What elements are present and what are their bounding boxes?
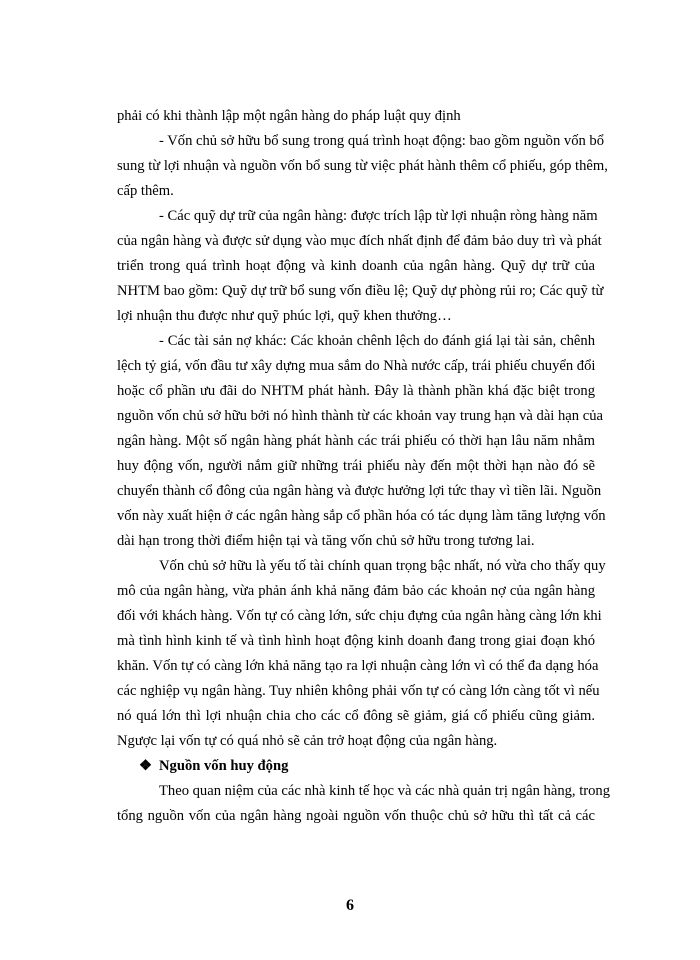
- text-line: tổng nguồn vốn của ngân hàng ngoài nguồn vốn thuộc chủ sở hữu thì tất cả các: [117, 808, 595, 824]
- section-heading-text: Nguồn vốn huy động: [159, 758, 289, 774]
- text-line: nguồn vốn chủ sở hữu bởi nó hình thành từ các khoản vay trung hạn và dài hạn của: [117, 408, 603, 424]
- document-body: [117, 104, 611, 829]
- text-line: ngân hàng. Một số ngân hàng phát hành các trái phiếu có thời hạn lâu năm nhằm: [117, 433, 595, 449]
- text-line: nó quá lớn thì lợi nhuận chia cho các cổ đông sẽ giảm, giá cổ phiếu cũng giảm.: [117, 708, 595, 724]
- text-line: đối với khách hàng. Vốn tự có càng lớn, sức chịu đựng của ngân hàng càng lớn khi: [117, 608, 602, 624]
- text-line: Theo quan niệm của các nhà kinh tế học và các nhà quản trị ngân hàng, trong: [159, 783, 611, 799]
- text-line: lợi nhuận thu được như quỹ phúc lợi, quỹ khen thưởng…: [117, 308, 452, 324]
- text-line: vốn này xuất hiện ở các ngân hàng sắp cổ phần hóa có tác dụng làm tăng lượng vốn: [117, 508, 606, 524]
- text-line: dài hạn trong thời điểm hiện tại và tăng vốn chủ sở hữu trong tương lai.: [117, 533, 535, 549]
- text-line: mô của ngân hàng, vừa phản ánh khả năng đảm bảo các khoản nợ của ngân hàng: [117, 583, 595, 599]
- text-line: hoặc cổ phần ưu đãi do NHTM phát hành. Đây là thành phần khá đặc biệt trong: [117, 383, 595, 399]
- text-line: cấp thêm.: [117, 183, 174, 199]
- diamond-bullet-icon: ❖: [139, 758, 153, 774]
- section-heading: [117, 754, 595, 779]
- text-line: - Vốn chủ sở hữu bổ sung trong quá trình hoạt động: bao gồm nguồn vốn bổ: [159, 133, 605, 149]
- text-line: triển trong quá trình hoạt động và kinh doanh của ngân hàng. Quỹ dự trữ của: [117, 258, 595, 274]
- text-line: của ngân hàng và được sử dụng vào mục đích nhất định để đảm bảo duy trì và phát: [117, 233, 602, 249]
- text-line: Vốn chủ sở hữu là yếu tố tài chính quan trọng bậc nhất, nó vừa cho thấy quy: [159, 558, 606, 574]
- text-line: phải có khi thành lập một ngân hàng do pháp luật quy định: [117, 108, 461, 124]
- text-line: - Các quỹ dự trữ của ngân hàng: được trích lập từ lợi nhuận ròng hàng năm: [159, 208, 598, 224]
- body-text: [117, 104, 608, 754]
- text-line: sung từ lợi nhuận và nguồn vốn bổ sung từ việc phát hành thêm cổ phiếu, góp thêm,: [117, 158, 608, 174]
- text-line: Ngược lại vốn tự có quá nhỏ sẽ cản trở hoạt động của ngân hàng.: [117, 733, 498, 749]
- body-text-continued: [117, 779, 611, 829]
- text-line: NHTM bao gồm: Quỹ dự trữ bổ sung vốn điều lệ; Quỹ dự phòng rủi ro; Các quỹ từ: [117, 283, 604, 299]
- text-line: mà tình hình kinh tế và tình hình hoạt động kinh doanh đang trong giai đoạn khó: [117, 633, 595, 649]
- text-line: chuyển thành cổ đông của ngân hàng và được hưởng lợi tức thay vì tiền lãi. Nguồn: [117, 483, 602, 499]
- text-line: lệch tỷ giá, vốn đầu tư xây dựng mua sắm do Nhà nước cấp, trái phiếu chuyển đổi: [117, 358, 596, 374]
- text-line: - Các tài sản nợ khác: Các khoản chênh lệch do đánh giá lại tài sản, chênh: [159, 333, 595, 349]
- text-line: khăn. Vốn tự có càng lớn khả năng tạo ra lợi nhuận càng lớn vì có thể đa dạng hóa: [117, 658, 599, 674]
- text-line: các nghiệp vụ ngân hàng. Tuy nhiên không phải vốn tự có càng lớn càng tốt vì nếu: [117, 683, 600, 699]
- page-number: 6: [346, 897, 354, 914]
- text-line: huy động vốn, người nắm giữ những trái phiếu này đến một thời hạn nào đó sẽ: [117, 458, 595, 474]
